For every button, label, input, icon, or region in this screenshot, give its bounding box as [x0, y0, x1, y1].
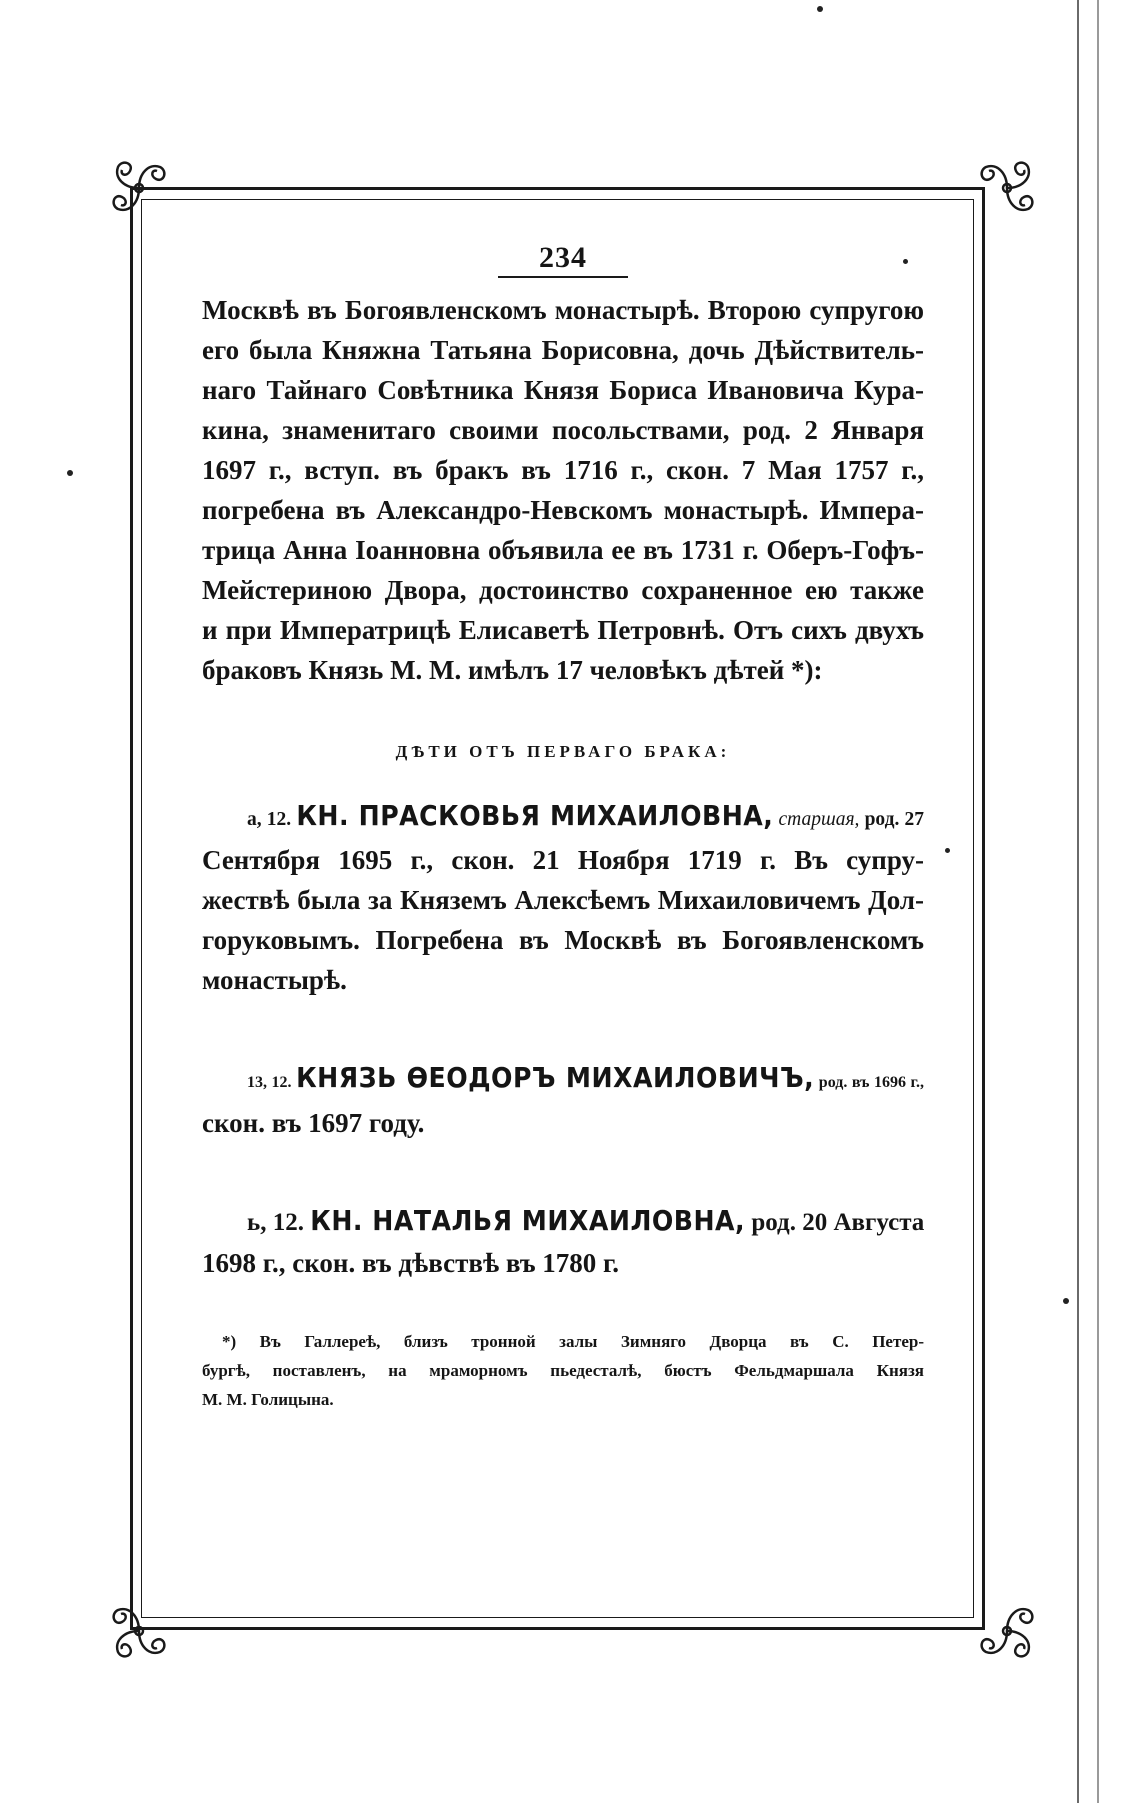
text-line: кина, знаменитаго своими посольствами, род. 2 Января [202, 415, 924, 445]
section-heading: ДѢТИ ОТЪ ПЕРВАГО БРАКА: [395, 742, 731, 761]
footnote-line: М. М. Голицына. [202, 1390, 334, 1409]
scan-speck [1063, 1298, 1069, 1304]
page-content [202, 240, 924, 1414]
entry-first-line [202, 1201, 924, 1243]
text-line: скон. въ 1697 году. [202, 1108, 425, 1138]
genealogy-entry [202, 796, 924, 1000]
entry-first-rest: род. въ 1696 г., [818, 1074, 924, 1091]
entry-first-line [202, 796, 924, 840]
text-line: Москвѣ въ Богоявленскомъ монастырѣ. Второю супругою [202, 295, 924, 325]
page-number-rule [498, 276, 628, 278]
entry-first-rest: род. 20 Августа [751, 1209, 925, 1236]
entry-prefix: 13, 12. [247, 1074, 292, 1091]
text-line: Мейстериною Двора, достоинство сохраненное ею также [202, 575, 924, 605]
scan-edge-line-secondary [1097, 0, 1099, 1803]
scan-speck [67, 470, 73, 476]
scroll-flourish-icon [972, 153, 1042, 223]
text-line: жествѣ была за Княземъ Алексѣемъ Михаиловичемъ Дол- [202, 885, 924, 915]
entry-first-rest: род. 27 [864, 809, 925, 830]
text-line: браковъ Князь М. М. имѣлъ 17 человѣкъ дѣтей *): [202, 655, 823, 685]
genealogy-entry [202, 1058, 924, 1143]
text-line: 1698 г., скон. въ дѣвствѣ въ 1780 г. [202, 1248, 620, 1278]
text-line: его была Княжна Татьяна Борисовна, дочь Дѣйствитель- [202, 335, 924, 365]
scroll-flourish-icon [104, 153, 174, 223]
genealogy-entry [202, 1201, 924, 1283]
person-name: КНЯЗЬ ѲЕОДОРЪ МИХАИЛОВИЧЪ, [296, 1061, 815, 1094]
footnote-line: бургѣ, поставленъ, на мраморномъ пьедесталѣ, бюстъ Фельдмаршала Князя [202, 1361, 924, 1380]
person-name: КН. ПРАСКОВЬЯ МИХАИЛОВНА, [296, 799, 774, 832]
text-line: и при Императрицѣ Елисаветѣ Петровнѣ. Отъ сихъ двухъ [202, 615, 924, 645]
footnote [202, 1327, 924, 1414]
scan-speck [817, 6, 823, 12]
text-line: Сентября 1695 г., скон. 21 Ноября 1719 г. Въ супру- [202, 845, 924, 875]
text-line: наго Тайнаго Совѣтника Князя Бориса Ивановича Кура- [202, 375, 924, 405]
entry-prefix: а, 12. [247, 809, 292, 830]
footnote-line: *) Въ Галлереѣ, близъ тронной залы Зимняго Дворца въ С. Петер- [222, 1332, 924, 1351]
page-number: 234 [539, 241, 587, 274]
person-name: КН. НАТАЛЬЯ МИХАИЛОВНА, [310, 1204, 746, 1237]
intro-paragraph [202, 290, 924, 690]
text-line: 1697 г., вступ. въ бракъ въ 1716 г., скон. 7 Мая 1757 г., [202, 455, 924, 485]
entry-first-line [202, 1058, 924, 1103]
scroll-flourish-icon [972, 1596, 1042, 1666]
scroll-flourish-icon [104, 1596, 174, 1666]
person-epithet: старшая, [778, 809, 860, 830]
entry-prefix: ь, 12. [247, 1209, 304, 1236]
text-line: монастырѣ. [202, 965, 347, 995]
scan-edge-line [1077, 0, 1079, 1803]
text-line: погребена въ Александро-Невскомъ монастырѣ. Импера- [202, 495, 924, 525]
text-line: трица Анна Іоанновна объявила ее въ 1731 г. Оберъ-Гофъ- [202, 535, 924, 565]
text-line: горуковымъ. Погребена въ Москвѣ въ Богоявленскомъ [202, 925, 924, 955]
